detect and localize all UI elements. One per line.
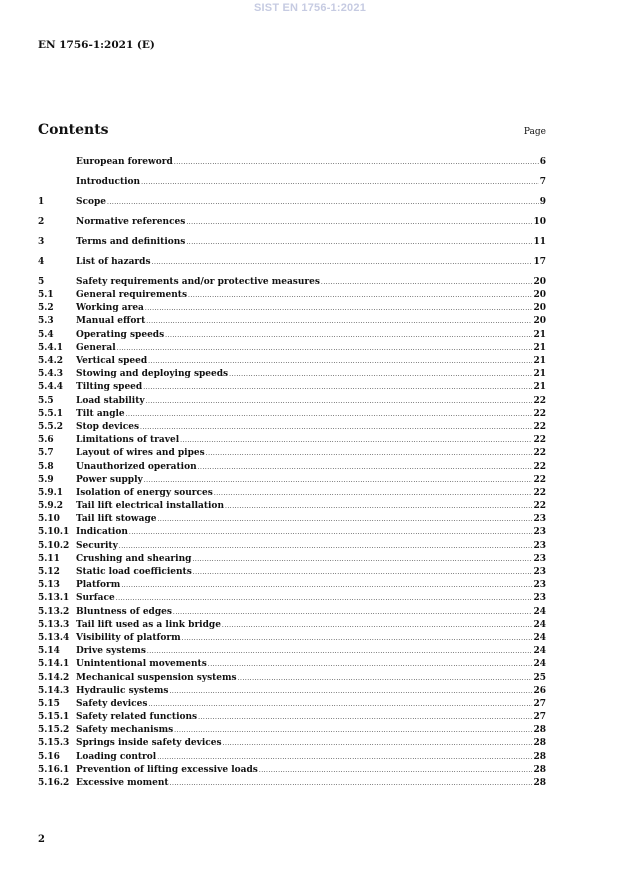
toc-dot-leader [117, 342, 533, 355]
toc-dot-leader [121, 579, 532, 592]
toc-entry[interactable] [38, 606, 546, 619]
toc-dot-leader [222, 619, 533, 632]
toc-entry-title: Visibility of platform [76, 632, 181, 643]
toc-entry[interactable] [38, 751, 546, 764]
toc-entry-number: 5.2 [38, 303, 54, 314]
toc-entry-number: 5.13.1 [38, 593, 70, 604]
toc-entry-number: 5.12 [38, 567, 60, 578]
toc-entry-page: 22 [533, 448, 546, 459]
toc-entry-title: Security [76, 540, 118, 551]
toc-entry-number: 5.13 [38, 580, 60, 591]
toc-entry[interactable] [38, 408, 546, 421]
toc-entry-page: 22 [533, 487, 546, 498]
toc-entry[interactable] [38, 711, 546, 724]
toc-entry[interactable] [38, 526, 546, 539]
toc-entry-number: 5.14.2 [38, 672, 70, 683]
toc-entry-page: 28 [533, 778, 546, 789]
toc-entry-number: 5.7 [38, 448, 54, 459]
toc-entry[interactable] [38, 685, 546, 698]
toc-dot-leader [107, 196, 539, 209]
toc-entry[interactable] [38, 737, 546, 750]
toc-entry[interactable] [38, 461, 546, 474]
toc-entry-number: 5.4 [38, 329, 54, 340]
toc-entry-title: Layout of wires and pipes [76, 448, 205, 459]
toc-entry-title: Loading control [76, 751, 157, 762]
toc-entry[interactable] [38, 777, 546, 790]
toc-entry-page: 23 [533, 580, 546, 591]
toc-entry-page: 22 [533, 474, 546, 485]
toc-dot-leader [141, 176, 539, 189]
toc-entry-page: 24 [533, 659, 546, 670]
toc-dot-leader [157, 751, 532, 764]
toc-dot-leader [174, 724, 532, 737]
toc-dot-leader [198, 711, 532, 724]
toc-entry-page: 27 [533, 712, 546, 723]
toc-entry[interactable] [38, 176, 546, 189]
toc-entry-page: 23 [533, 593, 546, 604]
toc-entry-number: 5.1 [38, 290, 54, 301]
toc-entry-page: 20 [533, 290, 546, 301]
toc-entry-title: Vertical speed [76, 356, 148, 367]
toc-entry-number: 5.14 [38, 646, 60, 657]
toc-entry-page: 21 [533, 356, 546, 367]
toc-entry-number: 5.4.4 [38, 382, 64, 393]
toc-entry-number: 5.4.1 [38, 342, 64, 353]
toc-entry[interactable] [38, 632, 546, 645]
toc-dot-leader [147, 645, 533, 658]
toc-dot-leader [143, 381, 532, 394]
toc-entry-title: Safety mechanisms [76, 725, 174, 736]
toc-entry-page: 22 [533, 435, 546, 446]
toc-entry-number: 1 [38, 196, 45, 207]
toc-dot-leader [223, 737, 533, 750]
toc-entry-page: 22 [533, 395, 546, 406]
toc-entry[interactable] [38, 342, 546, 355]
toc-dot-leader [157, 513, 532, 526]
toc-entry-page: 21 [533, 329, 546, 340]
toc-entry[interactable] [38, 236, 546, 249]
toc-entry-title: Limitations of travel [76, 435, 180, 446]
toc-entry[interactable] [38, 355, 546, 368]
toc-entry-page: 21 [533, 369, 546, 380]
toc-entry-title: Safety requirements and/or protective measures [76, 276, 320, 287]
toc-entry-page: 20 [533, 303, 546, 314]
toc-entry[interactable] [38, 156, 546, 169]
toc-dot-leader [152, 256, 533, 269]
toc-entry[interactable] [38, 447, 546, 460]
toc-entry-number: 5.10.2 [38, 540, 70, 551]
toc-entry-page: 24 [533, 632, 546, 643]
toc-dot-leader [188, 289, 532, 302]
toc-entry-number: 5.16 [38, 751, 60, 762]
toc-entry-page: 22 [533, 408, 546, 419]
toc-entry-page: 26 [533, 685, 546, 696]
toc-dot-leader [165, 329, 532, 342]
toc-dot-leader [146, 395, 533, 408]
toc-entry-title: Stowing and deploying speeds [76, 369, 229, 380]
toc-dot-leader [169, 685, 532, 698]
toc-dot-leader [173, 606, 533, 619]
toc-dot-leader [146, 315, 532, 328]
toc-entry-number: 5 [38, 276, 45, 287]
toc-dot-leader [238, 672, 533, 685]
toc-entry-number: 5.4.2 [38, 356, 64, 367]
toc-entry-page: 20 [533, 316, 546, 327]
toc-entry-page: 6 [539, 157, 546, 167]
toc-entry-number: 5.13.3 [38, 619, 70, 630]
toc-entry[interactable] [38, 381, 546, 394]
toc-entry-number: 5.10 [38, 514, 60, 525]
toc-entry-page: 23 [533, 527, 546, 538]
toc-entry-title: Normative references [76, 216, 186, 227]
toc-dot-leader [198, 461, 533, 474]
toc-entry-number: 5.3 [38, 316, 54, 327]
toc-entry-title: Tail lift electrical installation [76, 501, 224, 512]
toc-entry-title: Tail lift used as a link bridge [76, 619, 221, 630]
toc-entry-page: 28 [533, 725, 546, 736]
toc-entry-number: 5.14.1 [38, 659, 70, 670]
toc-entry[interactable] [38, 421, 546, 434]
toc-dot-leader [186, 236, 532, 249]
toc-entry-number: 2 [38, 216, 45, 227]
toc-entry[interactable] [38, 256, 546, 269]
toc-entry-number: 5.16.2 [38, 778, 70, 789]
toc-entry[interactable] [38, 434, 546, 447]
toc-dot-leader [208, 658, 533, 671]
toc-entry-title: Introduction [76, 176, 141, 187]
toc-entry-page: 28 [533, 751, 546, 762]
toc-entry[interactable] [38, 315, 546, 328]
toc-entry-title: Crushing and shearing [76, 553, 192, 564]
toc-entry-page: 21 [533, 382, 546, 393]
toc-entry-number: 5.5.2 [38, 421, 64, 432]
toc-entry-page: 28 [533, 738, 546, 749]
toc-entry-title: Hydraulic systems [76, 685, 169, 696]
toc-dot-leader [119, 540, 533, 553]
toc-entry-number: 5.5.1 [38, 408, 64, 419]
toc-entry-title: Mechanical suspension systems [76, 672, 237, 683]
toc-entry-page: 22 [533, 501, 546, 512]
toc-dot-leader [174, 156, 539, 169]
page-number: 2 [38, 834, 45, 845]
toc-entry-number: 5.9.2 [38, 501, 64, 512]
toc-entry-number: 5.13.4 [38, 632, 70, 643]
toc-entry-title: Tilt angle [76, 408, 125, 419]
toc-entry-page: 11 [533, 236, 546, 247]
toc-entry-number: 5.5 [38, 395, 54, 406]
toc-dot-leader [186, 216, 532, 229]
toc-entry-page: 25 [533, 672, 546, 683]
toc-dot-leader [129, 526, 533, 539]
toc-entry-title: Load stability [76, 395, 145, 406]
toc-dot-leader [144, 474, 533, 487]
toc-entry[interactable] [38, 395, 546, 408]
toc-dot-leader [214, 487, 533, 500]
toc-entry-title: Scope [76, 196, 107, 207]
toc-entry-number: 5.10.1 [38, 527, 70, 538]
document-id: EN 1756-1:2021 (E) [38, 39, 155, 51]
toc-entry-page: 20 [533, 276, 546, 287]
toc-entry-title: Safety devices [76, 698, 148, 709]
toc-entry-page: 22 [533, 421, 546, 432]
toc-entry[interactable] [38, 368, 546, 381]
toc-entry[interactable] [38, 196, 546, 209]
toc-entry-title: Springs inside safety devices [76, 738, 222, 749]
toc-dot-leader [126, 408, 533, 421]
toc-entry-title: Unauthorized operation [76, 461, 197, 472]
toc-dot-leader [206, 447, 533, 460]
toc-dot-leader [229, 368, 532, 381]
toc-entry-number: 3 [38, 236, 45, 247]
toc-entry-page: 24 [533, 619, 546, 630]
toc-entry-title: Tail lift stowage [76, 514, 157, 525]
toc-entry-title: Static load coefficients [76, 567, 192, 578]
toc-entry-title: Surface [76, 593, 115, 604]
toc-entry-title: Working area [76, 303, 144, 314]
toc-entry-number: 5.11 [38, 553, 60, 564]
toc-entry-title: Operating speeds [76, 329, 165, 340]
toc-entry-number: 5.15.2 [38, 725, 70, 736]
toc-dot-leader [148, 698, 532, 711]
toc-entry[interactable] [38, 658, 546, 671]
toc-entry-page: 23 [533, 514, 546, 525]
toc-dot-leader [148, 355, 532, 368]
toc-entry[interactable] [38, 579, 546, 592]
toc-entry[interactable] [38, 276, 546, 289]
toc-entry[interactable] [38, 289, 546, 302]
toc-entry-title: General [76, 342, 116, 353]
toc-entry[interactable] [38, 500, 546, 513]
toc-entry-title: Indication [76, 527, 128, 538]
toc-entry-page: 28 [533, 764, 546, 775]
watermark: SIST EN 1756-1:2021 [253, 2, 367, 14]
toc-entry[interactable] [38, 724, 546, 737]
toc-entry-title: Isolation of energy sources [76, 487, 213, 498]
toc-entry[interactable] [38, 302, 546, 315]
toc-entry[interactable] [38, 513, 546, 526]
toc-entry-title: Manual effort [76, 316, 146, 327]
toc-dot-leader [225, 500, 532, 513]
toc-entry-number: 5.4.3 [38, 369, 64, 380]
toc-dot-leader [140, 421, 532, 434]
toc-entry-title: Bluntness of edges [76, 606, 172, 617]
toc-entry-title: Unintentional movements [76, 659, 207, 670]
toc-entry[interactable] [38, 592, 546, 605]
toc-entry-number: 5.15.3 [38, 738, 70, 749]
toc-entry[interactable] [38, 698, 546, 711]
toc-entry[interactable] [38, 487, 546, 500]
toc-entry-title: Power supply [76, 474, 143, 485]
toc-entry-number: 5.9.1 [38, 487, 64, 498]
toc-entry-title: Terms and definitions [76, 236, 186, 247]
toc-entry-number: 5.13.2 [38, 606, 70, 617]
toc-entry[interactable] [38, 474, 546, 487]
toc-entry[interactable] [38, 216, 546, 229]
toc-entry[interactable] [38, 672, 546, 685]
toc-entry-title: General requirements [76, 290, 188, 301]
toc-entry-number: 5.9 [38, 474, 54, 485]
toc-entry-page: 17 [533, 256, 546, 267]
toc-dot-leader [321, 276, 533, 289]
toc-entry-number: 5.15 [38, 698, 60, 709]
toc-entry-number: 4 [38, 256, 45, 267]
toc-dot-leader [259, 764, 533, 777]
toc-entry-title: Drive systems [76, 646, 146, 657]
toc-entry-title: Excessive moment [76, 778, 169, 789]
toc-entry-page: 21 [533, 342, 546, 353]
toc-entry-number: 5.8 [38, 461, 54, 472]
page-column-label: Page [523, 127, 546, 137]
toc-entry-page: 23 [533, 540, 546, 551]
toc-entry-title: Tilting speed [76, 382, 143, 393]
toc-entry[interactable] [38, 764, 546, 777]
toc-entry[interactable] [38, 329, 546, 342]
contents-heading: Contents [38, 122, 109, 138]
toc-dot-leader [116, 592, 533, 605]
toc-dot-leader [193, 566, 533, 579]
toc-entry[interactable] [38, 540, 546, 553]
toc-entry-page: 10 [533, 216, 546, 227]
toc-entry-page: 7 [539, 176, 546, 187]
toc-dot-leader [182, 632, 533, 645]
table-of-contents [38, 156, 546, 790]
toc-entry-page: 23 [533, 567, 546, 578]
toc-entry-page: 27 [533, 698, 546, 709]
toc-entry[interactable] [38, 619, 546, 632]
toc-entry-number: 5.6 [38, 435, 54, 446]
toc-entry-number: 5.14.3 [38, 685, 70, 696]
toc-entry-title: Safety related functions [76, 712, 198, 723]
toc-entry[interactable] [38, 645, 546, 658]
toc-entry-page: 24 [533, 606, 546, 617]
toc-entry-page: 24 [533, 646, 546, 657]
toc-entry-page: 9 [539, 196, 546, 207]
toc-dot-leader [145, 302, 533, 315]
toc-entry-number: 5.16.1 [38, 764, 70, 775]
toc-entry[interactable] [38, 553, 546, 566]
toc-entry[interactable] [38, 566, 546, 579]
toc-entry-title: List of hazards [76, 256, 151, 267]
toc-entry-title: Prevention of lifting excessive loads [76, 764, 258, 775]
toc-entry-page: 22 [533, 461, 546, 472]
toc-dot-leader [192, 553, 532, 566]
toc-entry-title: Stop devices [76, 421, 140, 432]
toc-entry-title: Platform [76, 580, 121, 591]
toc-entry-number: 5.15.1 [38, 712, 70, 723]
toc-entry-page: 23 [533, 553, 546, 564]
toc-entry-title: European foreword [76, 157, 173, 167]
toc-dot-leader [170, 777, 533, 790]
toc-dot-leader [180, 434, 532, 447]
